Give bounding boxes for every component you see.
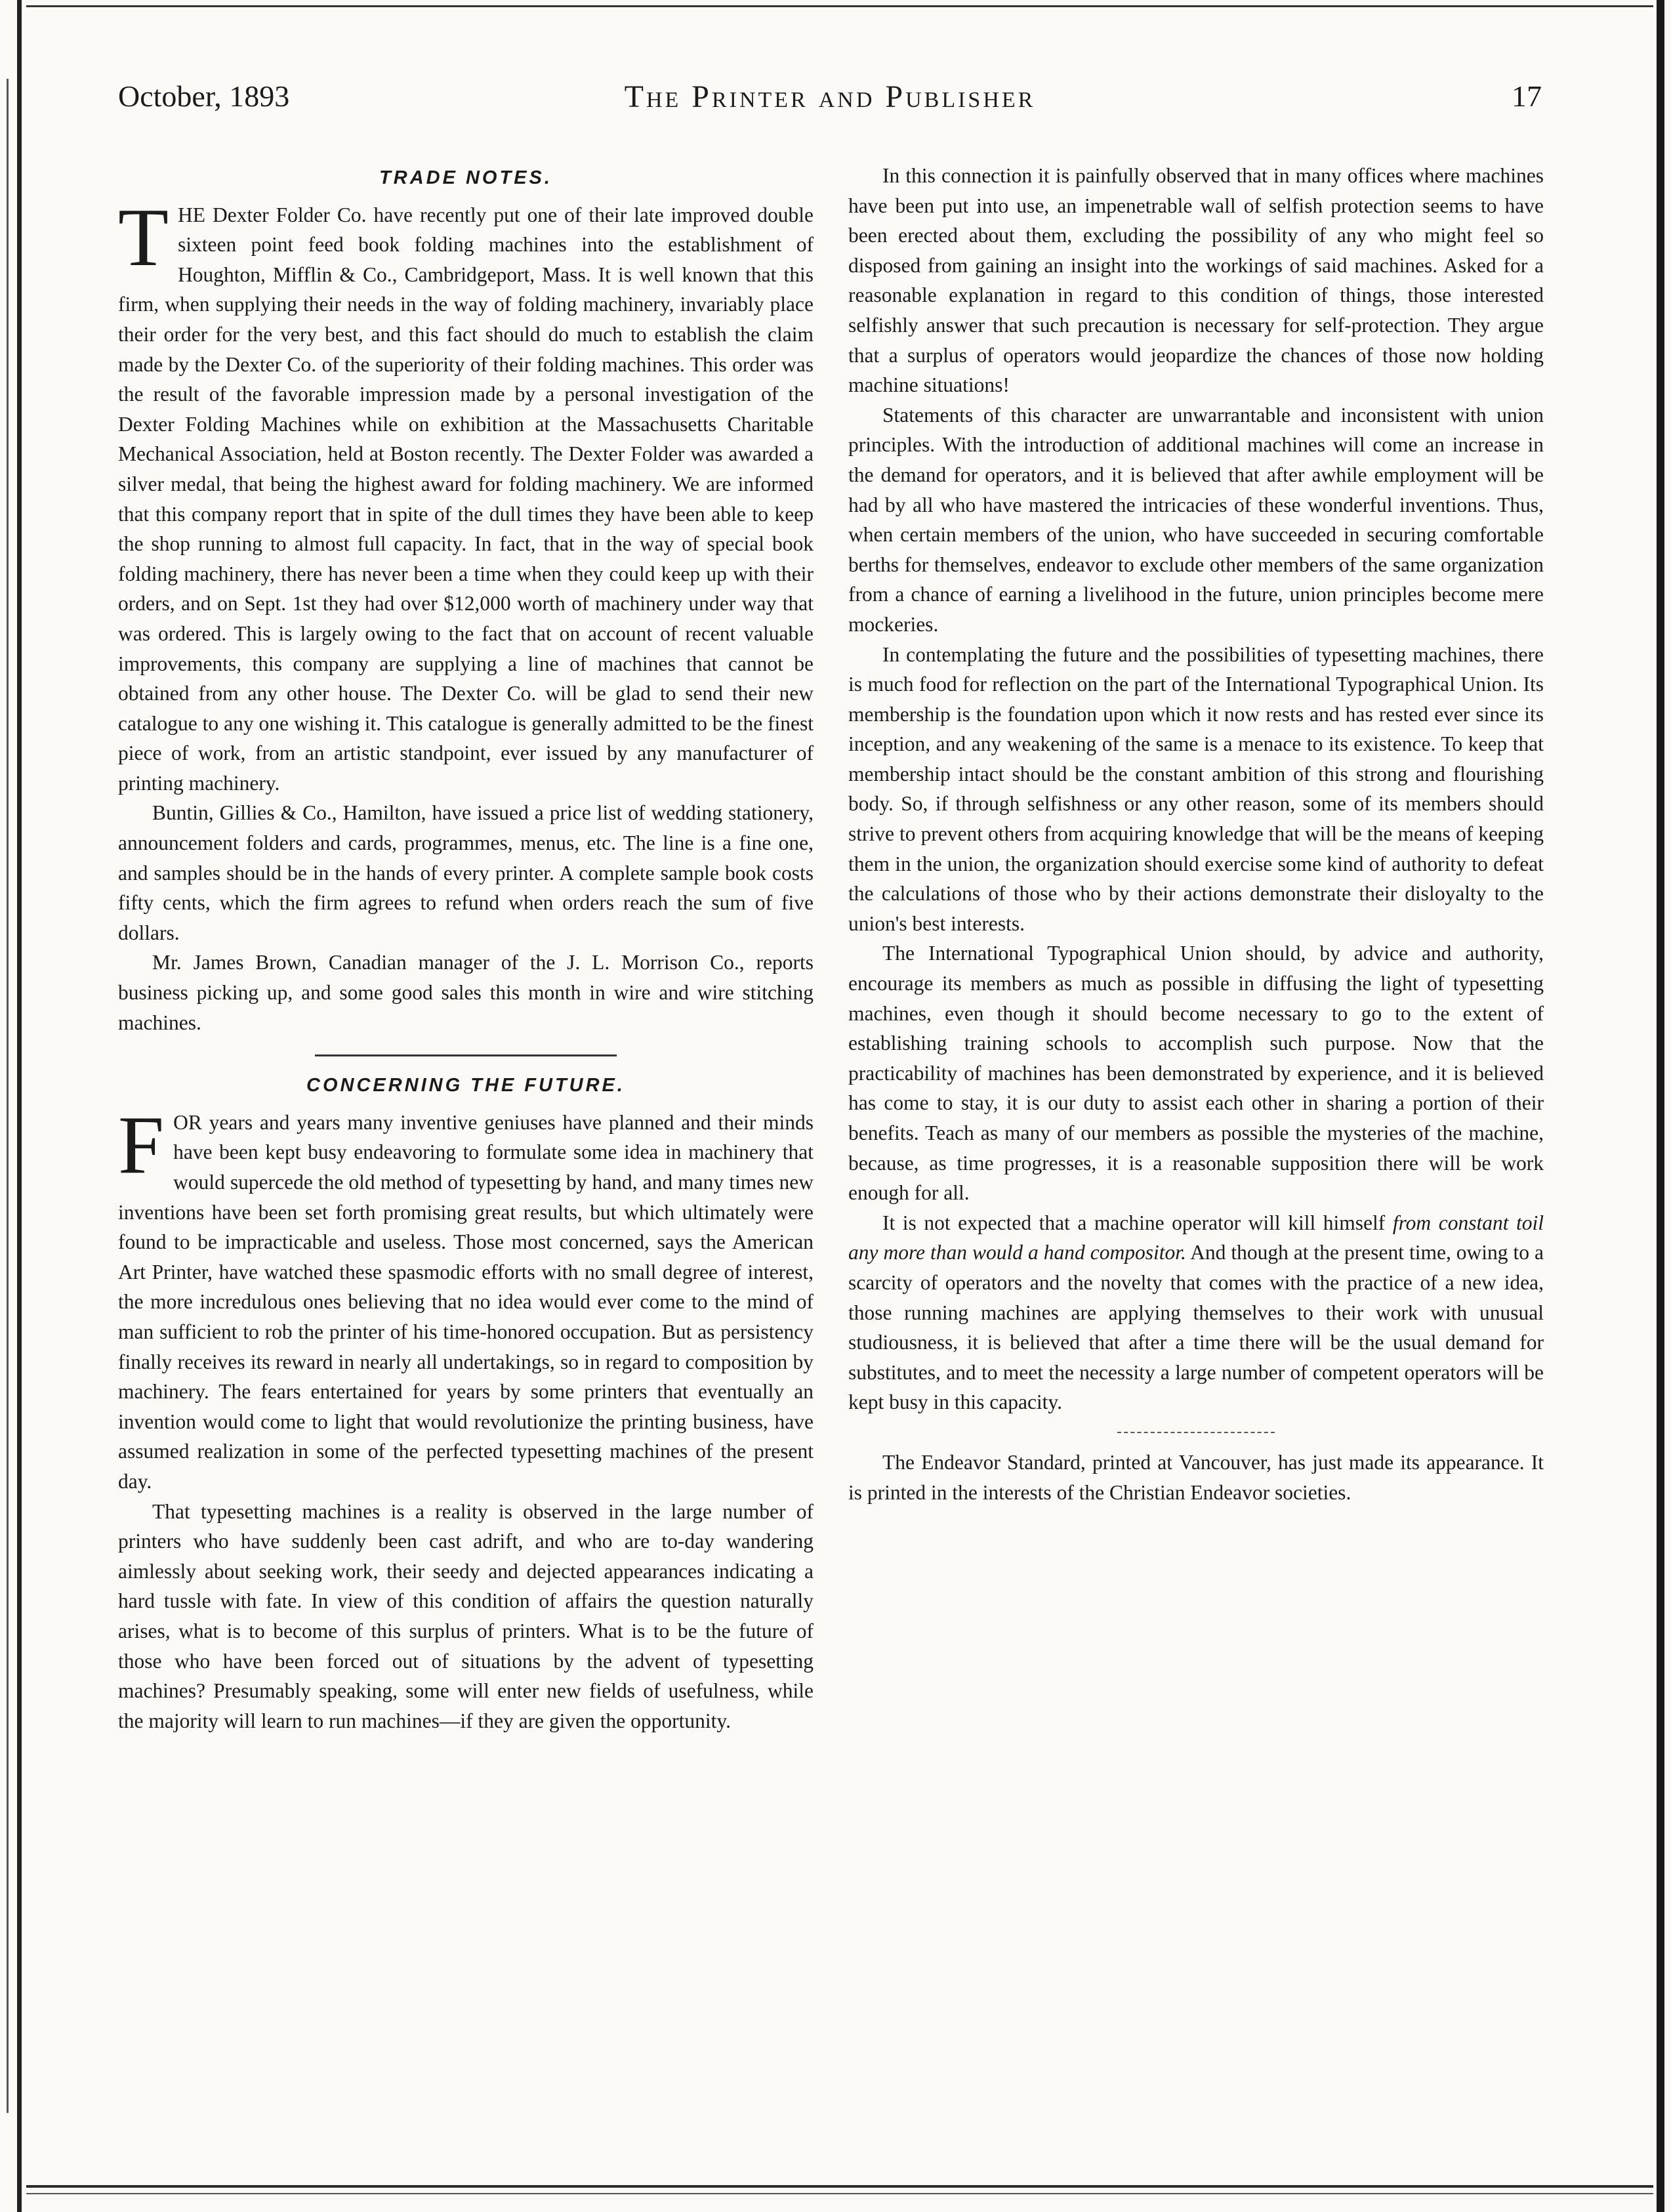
dropcap-f: F — [118, 1099, 165, 1191]
future-paragraph-1 — [118, 1099, 814, 1497]
trade-notes-paragraph-2: Buntin, Gillies & Co., Hamilton, have issued a price list of wedding stationery, announcement folders and cards, programmes, menus, etc. The line is a fine one, and samples should be in the hands of every printer. A complete sample book costs fifty cents, which the firm agrees to refund when orders reach the sum of five dollars. — [118, 801, 814, 944]
trade-notes-lead-word: HE — [177, 203, 205, 226]
trade-notes-p1-text: Dexter Folder Co. have recently put one of their late improved double sixteen point feed book folding machines into the establishment of Houghton, Mifflin & Co., Cambridgeport, Mass. It is well known that this firm, when supplying their needs in the way of folding machinery, invariably place their order for the very best, and this fact should do much to establish the claim made by the Dexter Co. of the superiority of their folding machines. This order was the result of the favorable impression made by a personal investigation of the Dexter Folding Machines while on exhibition at the Massachusetts Charitable Mechanical Association, held at Boston recently. The Dexter Folder was awarded a silver medal, that being the highest award for folding machinery. We are informed that this company report that in spite of the dull times they have been able to keep the shop running to almost full capacity. In fact, that in the way of special book folding machinery, there has never been a time when they could keep up with their orders, and on Sept. 1st they had over $12,000 worth of machinery under way that was ordered. This is largely owing to the fact that on account of recent valuable improvements, this company are supplying a line of machines that cannot be obtained from any other house. The Dexter Co. will be glad to send their new catalogue to any one wishing it. This catalogue is generally admitted to be the finest piece of work, from an artistic standpoint, ever issued by any manufacturer of printing machinery. — [118, 203, 814, 795]
future-paragraph-3: In this connection it is painfully observed that in many offices where machines have been put into use, an impenetrable wall of selfish protection seems to have been erected about them, excluding the possibility of any who might feel so disposed from gaining an insight into the workings of said machines. Asked for a reasonable explanation in regard to this condition of things, those interested selfishly answer that such precaution is necessary for self-protection. They argue that a surplus of operators would jeopardize the chances of those now holding machine situations! — [848, 164, 1544, 397]
publication-title: The Printer and Publisher — [624, 79, 1036, 114]
page-header — [118, 72, 1542, 118]
scan-edge-right — [1657, 0, 1664, 2212]
section-divider — [315, 1054, 617, 1056]
top-border-rule — [26, 5, 1653, 7]
future-paragraph-6: The International Typographical Union should, by advice and authority, encourage its members as much as possible in diffusing the light of typesetting machines, even though it should become necessary to go to the extent of establishing training schools to accomplish such purpose. Now that the practicability of machines has been demonstrated by experience, and it is believed has come to stay, it is our duty to assist each other in sharing a portion of their benefits. Teach as many of our members as possible the mysteries of the machine, because, as time progresses, it is a reasonable supposition there will be work enough for all. — [848, 942, 1544, 1205]
future-paragraph-5: In contemplating the future and the possibilities of typesetting machines, there is much food for reflection on the part of the International Typographical Union. Its membership is the foundation upon which it now rests and has rested ever since its inception, and any weakening of the same is a menace to its existence. To keep that membership intact should be the constant ambition of this strong and flourishing body. So, if through selfishness or any other reason, some of its members should strive to prevent others from acquiring knowledge that will be the means of keeping them in the union, the organization should exercise some kind of authority to defeat the calculations of those who by their actions demonstrate their disloyalty to the union's best interests. — [848, 642, 1544, 935]
trade-notes-paragraph-1 — [118, 192, 814, 799]
right-column — [848, 161, 1544, 1507]
bottom-border-rule-thin — [26, 2193, 1653, 2194]
concerning-future-heading: CONCERNING THE FUTURE. — [306, 1075, 625, 1096]
bottom-border-rule — [26, 2185, 1653, 2188]
issue-date: October, 1893 — [118, 79, 290, 113]
future-paragraph-2: That typesetting machines is a reality is observed in the large number of printers who have suddenly been cast adrift, and who are to-day wandering aimlessly about seeking work, their seedy and dejected appearances indicating a hard tussle with fate. In view of this condition of affairs the question naturally arises, what is to become of this surplus of printers. What is to be the future of those who have been forced out of situations by the advent of typesetting machines? Presumably speaking, some will enter new fields of usefulness, while the majority will learn to run machines—if they are given the opportunity. — [118, 1499, 814, 1732]
future-p7-italic: from constant toil any more than would a hand compositor. — [848, 1211, 1544, 1264]
future-p1-text: years and years many inventive geniuses have planned and their minds have been kept busy endeavoring to formulate some idea in machinery that would supercede the old method of typesetting by hand, and many times new inventions have been set forth promising great results, but which ultimately were found to be impracticable and useless. Those most concerned, says the American Art Printer, have watched these spasmodic efforts with no small degree of interest, the more incredulous ones believing that no idea would ever come to the mind of man sufficient to rob the printer of his time-honored occupation. But as persistency finally receives its reward in nearly all undertakings, so in regard to composition by machinery. The fears entertained for years by some printers that eventually an invention would come to light that would revolutionize the printing business, have assumed realization in some of the perfected typesetting machines of the present day. — [118, 1110, 814, 1493]
trade-notes-heading: TRADE NOTES. — [379, 167, 552, 188]
scan-edge-left — [17, 0, 22, 2212]
endeavor-standard-note: The Endeavor Standard, printed at Vancouver, has just made its appearance. It is printed in the interests of the Christian Endeavor societies. — [848, 1450, 1544, 1504]
left-column — [118, 161, 814, 1736]
trade-notes-paragraph-3: Mr. James Brown, Canadian manager of the J. L. Morrison Co., reports business picking up, and some good sales this month in wire and wire stitching machines. — [118, 951, 814, 1034]
future-lead-word: OR — [173, 1110, 202, 1134]
future-p7-start: It is not expected that a machine operator will kill himself — [882, 1211, 1386, 1234]
dropcap-t: T — [118, 192, 169, 283]
scan-edge-left-thin — [7, 79, 9, 2113]
future-paragraph-7 — [848, 1208, 1544, 1417]
future-p7-rest: And though at the present time, owing to a scarcity of operators and the novelty that comes with the practice of a new idea, those running machines are applying themselves to their work with unusual studiousness, it is believed that after a time there will be the usual demand for substitutes, and to meet the necessity a large number of competent operators will be kept busy in this capacity. — [848, 1241, 1544, 1414]
short-divider — [1117, 1432, 1275, 1433]
future-paragraph-4: Statements of this character are unwarrantable and inconsistent with union principles. With the introduction of additional machines will come an increase in the demand for operators, and it is believed that after awhile employment will be had by all who have mastered the intricacies of these wonderful inventions. Thus, when certain members of the union, who have succeeded in securing comfortable berths for themselves, endeavor to exclude other members of the same organization from a chance of earning a livelihood in the future, union principles become mere mockeries. — [848, 403, 1544, 636]
page-number: 17 — [1512, 79, 1542, 113]
